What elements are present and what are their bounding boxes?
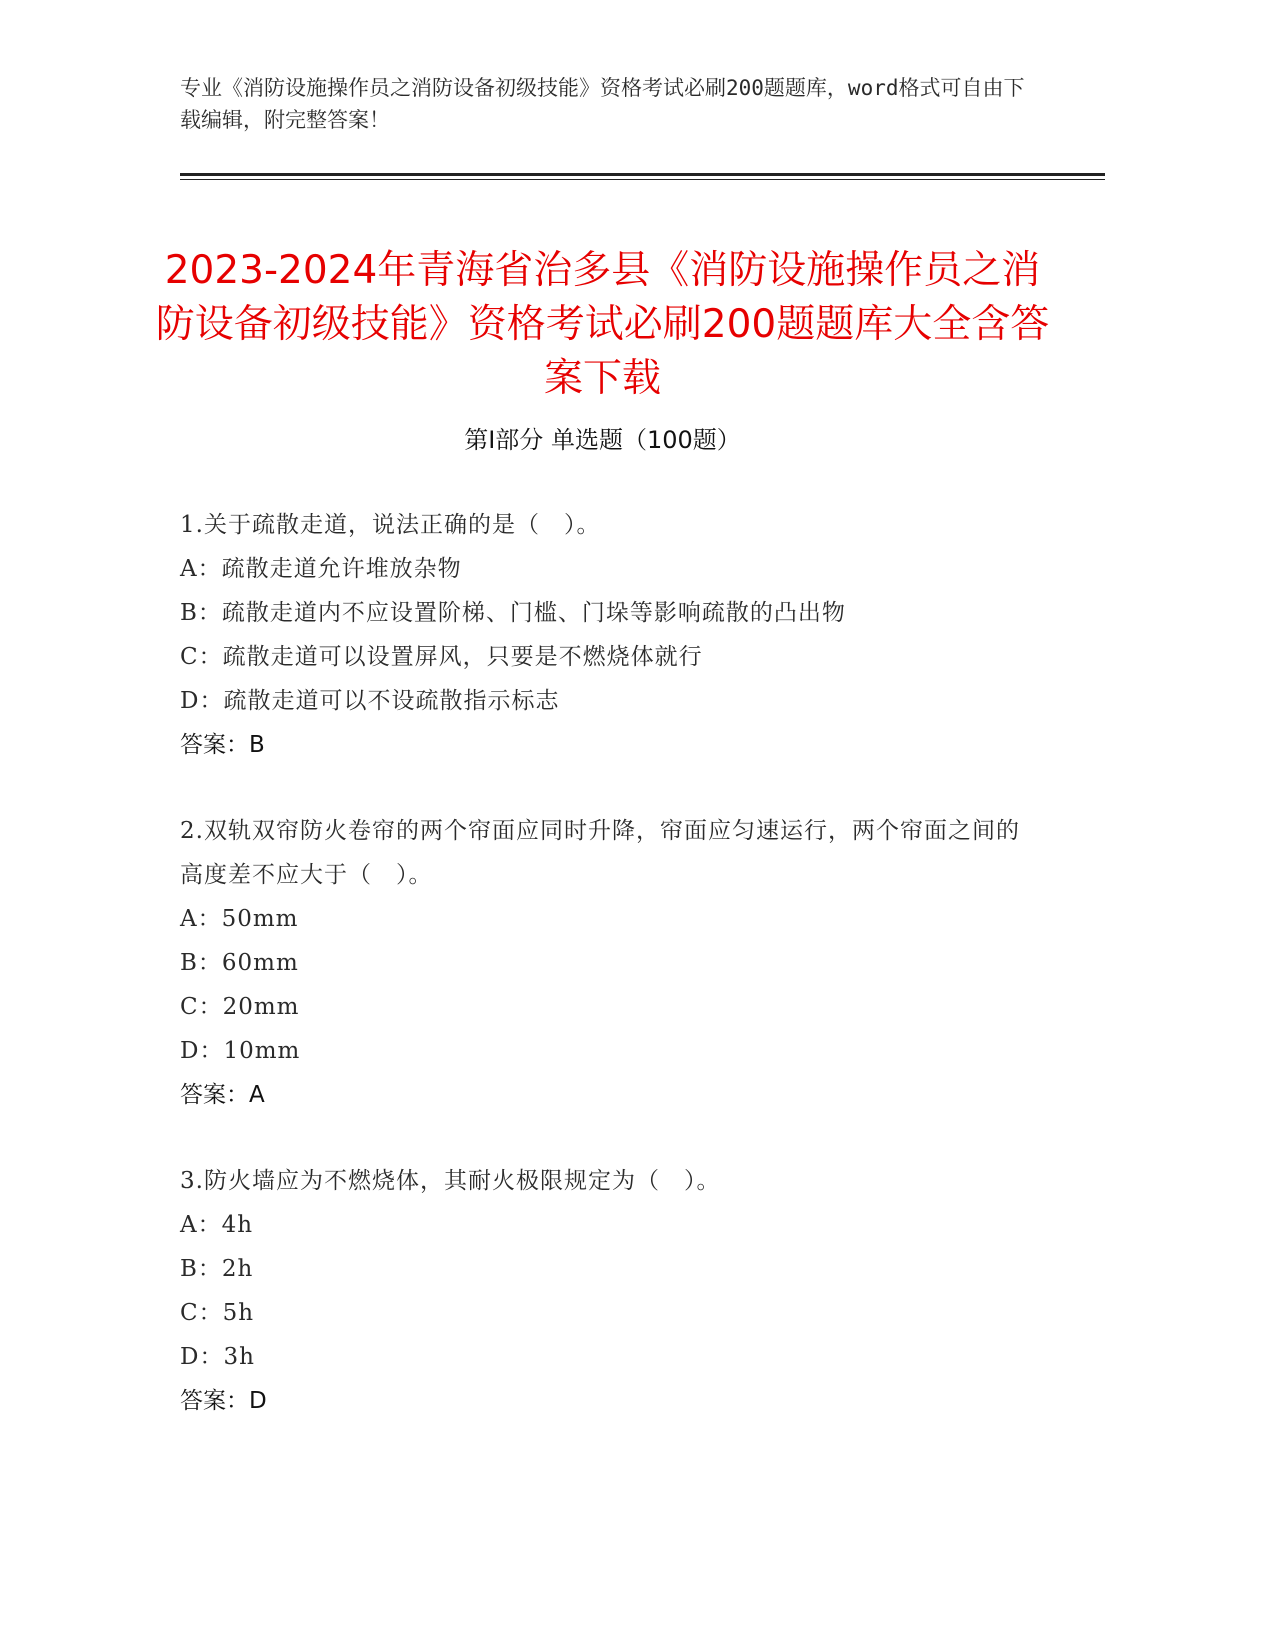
option-a: A：疏散走道允许堆放杂物 <box>180 556 462 582</box>
header-divider-thin <box>180 179 1105 180</box>
answer-line: 答案：B <box>180 732 265 758</box>
question-stem: 1.关于疏散走道，说法正确的是（ ）。 <box>180 512 601 538</box>
option-d: D：10mm <box>180 1038 301 1064</box>
question-stem: 2.双轨双帘防火卷帘的两个帘面应同时升降，帘面应匀速运行，两个帘面之间的高度差不应大于（ ）。 <box>180 818 1020 888</box>
option-c: C：5h <box>180 1300 255 1326</box>
option-d: D：疏散走道可以不设疏散指示标志 <box>180 688 560 714</box>
question-list <box>180 503 1040 1465</box>
option-b: B：疏散走道内不应设置阶梯、门槛、门垛等影响疏散的凸出物 <box>180 600 846 626</box>
answer-line: 答案：D <box>180 1388 267 1414</box>
option-d: D：3h <box>180 1344 255 1370</box>
question-stem: 3.防火墙应为不燃烧体，其耐火极限规定为（ ）。 <box>180 1168 721 1194</box>
option-a: A：4h <box>180 1212 254 1238</box>
header-divider-thick <box>180 173 1105 176</box>
document-title: 2023-2024年青海省治多县《消防设施操作员之消防设备初级技能》资格考试必刷200题题库大全含答案下载 <box>155 248 1050 402</box>
option-c: C：疏散走道可以设置屏风，只要是不燃烧体就行 <box>180 644 703 670</box>
option-a: A：50mm <box>180 906 299 932</box>
section-heading: 第Ⅰ部分 单选题（100题） <box>464 426 741 454</box>
question-1 <box>180 503 1040 767</box>
answer-line: 答案：A <box>180 1082 265 1108</box>
option-b: B：2h <box>180 1256 254 1282</box>
header-note: 专业《消防设施操作员之消防设备初级技能》资格考试必刷200题题库，word格式可自由下载编辑，附完整答案！ <box>180 76 1025 132</box>
question-3 <box>180 1159 1040 1423</box>
question-2 <box>180 809 1040 1117</box>
option-c: C：20mm <box>180 994 300 1020</box>
option-b: B：60mm <box>180 950 299 976</box>
